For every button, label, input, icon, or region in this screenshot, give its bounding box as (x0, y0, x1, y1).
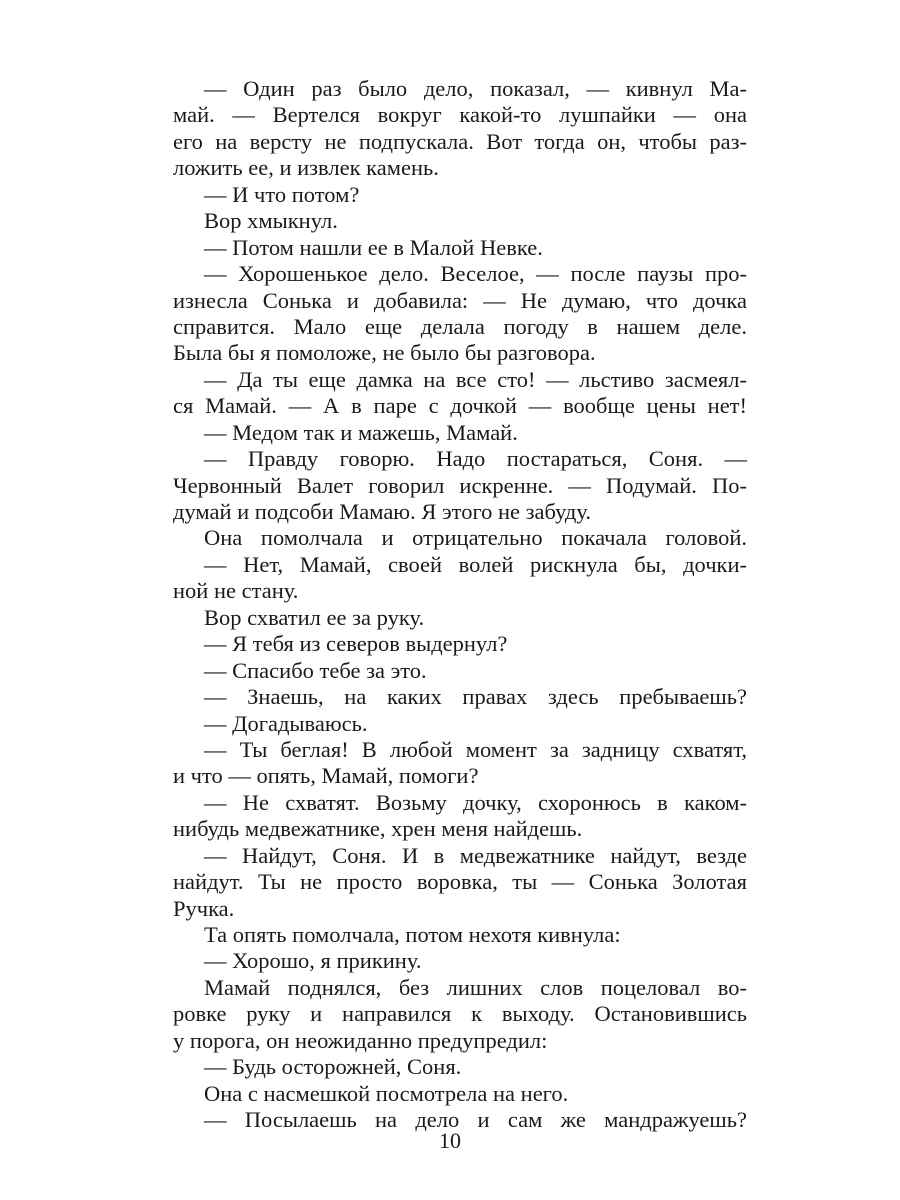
text-line: ровке руку и направился к выходу. Остановившись (173, 1001, 747, 1027)
text-line: — Правду говорю. Надо постараться, Соня. — (204, 446, 747, 472)
text-line: и что — опять, Мамай, помоги? (173, 763, 479, 789)
text-line: — Нет, Мамай, своей волей рискнула бы, дочки- (204, 551, 747, 577)
text-line: Та опять помолчала, потом нехотя кивнула: (204, 922, 621, 947)
text-line: — Потом нашли ее в Малой Невке. (204, 234, 543, 260)
text-line: — Медом так и мажешь, Мамай. (204, 419, 518, 445)
text-line: — Один раз было дело, показал, — кивнул Ма- (204, 76, 747, 101)
text-line: Она с насмешкой посмотрела на него. (204, 1080, 569, 1106)
text-line: — Да ты еще дамка на все сто! — льстиво засмеял- (204, 366, 747, 392)
text-line: Вор схватил ее за руку. (204, 604, 425, 630)
text-line: — Хорошенькое дело. Веселое, — после паузы про- (204, 261, 747, 287)
text-line: — Посылаешь на дело и сам же мандражуешь? (204, 1107, 747, 1133)
text-line: найдут. Ты не просто воровка, ты — Сонька Золотая (173, 869, 747, 895)
text-line: нибудь медвежатнике, хрен меня найдешь. (173, 816, 583, 842)
text-line: Мамай поднялся, без лишних слов поцеловал во- (204, 974, 747, 1000)
text-line: у порога, он неожиданно предупредил: (173, 1027, 548, 1053)
text-line: Вор хмыкнул. (204, 208, 338, 234)
text-line: ложить ее, и извлек камень. (173, 155, 439, 181)
text-line: Ручка. (173, 895, 235, 921)
text-line: — Не схватят. Возьму дочку, схоронюсь в каком- (204, 789, 747, 815)
text-line: — И что потом? (204, 181, 360, 207)
text-line: думай и подсоби Мамаю. Я этого не забуду. (173, 499, 592, 524)
text-line: ной не стану. (173, 578, 299, 604)
text-line: май. — Вертелся вокруг какой-то лушпайки — она (173, 102, 747, 128)
text-line: ся Мамай. — А в паре с дочкой — вообще цены нет! (173, 393, 747, 419)
text-line: — Спасибо тебе за это. (204, 657, 427, 683)
text-line: Была бы я помоложе, не было бы разговора. (173, 340, 596, 366)
text-line: — Хорошо, я прикину. (204, 948, 422, 974)
text-line: — Будь осторожней, Соня. (204, 1054, 462, 1080)
text-line: справится. Мало еще делала погоду в нашем деле. (173, 313, 747, 339)
text-line: — Я тебя из северов выдернул? (204, 631, 508, 657)
text-line: — Ты беглая! В любой момент за задницу схватят, (204, 736, 747, 762)
text-line: его на версту не подпускала. Вот тогда он, чтобы раз- (173, 128, 747, 154)
body-text (173, 76, 747, 1134)
page-number: 10 (439, 1128, 461, 1153)
text-line: Червонный Валет говорил искренне. — Подумай. По- (173, 472, 747, 498)
text-line: — Знаешь, на каких правах здесь пребываешь? (204, 684, 747, 710)
text-line: — Догадываюсь. (204, 710, 368, 736)
text-line: изнесла Сонька и добавила: — Не думаю, что дочка (173, 287, 747, 313)
text-line: — Найдут, Соня. И в медвежатнике найдут, везде (204, 842, 747, 868)
text-line: Она помолчала и отрицательно покачала головой. (204, 525, 747, 551)
